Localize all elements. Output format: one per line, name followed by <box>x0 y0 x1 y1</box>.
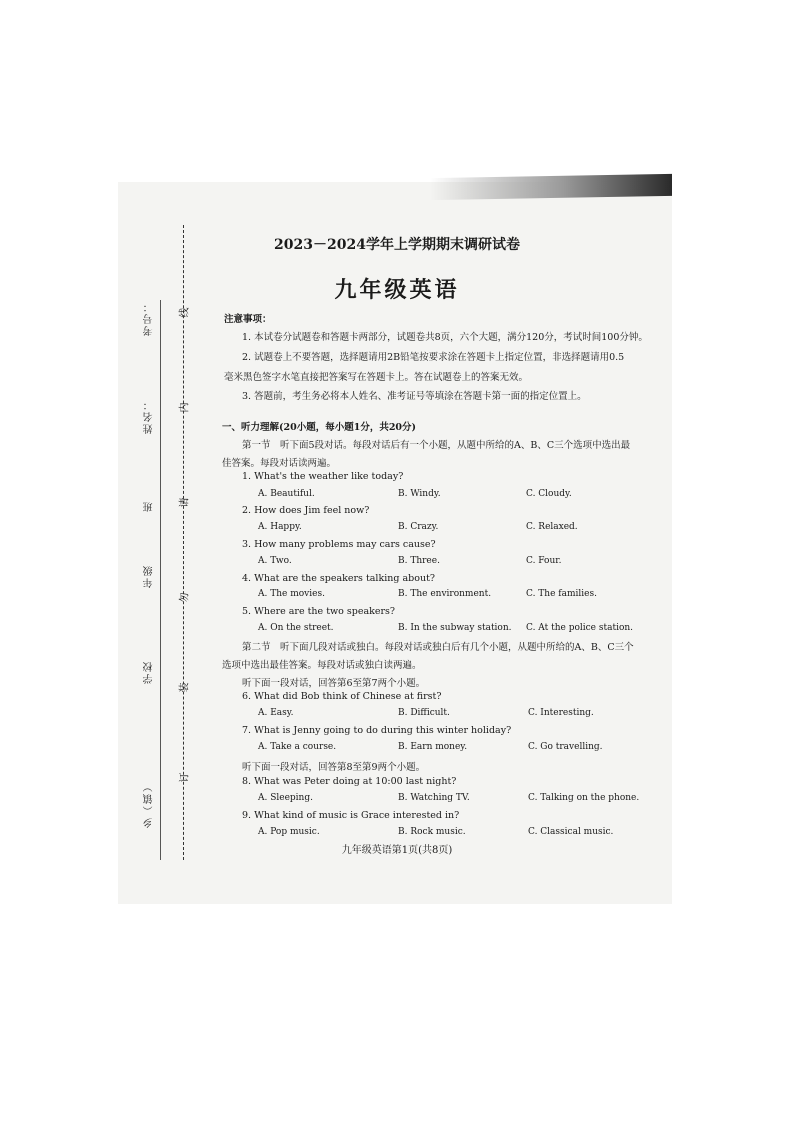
option-b: B. Windy. <box>398 489 441 499</box>
option-c: C. Cloudy. <box>526 489 572 499</box>
notice-item: 3. 答题前，考生务必将本人姓名、准考证号等填涂在答题卡第一面的指定位置上。 <box>242 391 587 402</box>
label-name: 姓名： <box>144 398 155 434</box>
seal-char: 装 <box>179 682 191 693</box>
option-a: A. Beautiful. <box>258 489 315 499</box>
seal-char: 订 <box>179 772 191 783</box>
question: 4. What are the speakers talking about? <box>242 573 435 584</box>
option-a: A. Two. <box>258 556 292 566</box>
part2-instruction: 第二节 听下面几段对话或独白。每段对话或独白后有几个小题，从题中所给的A、B、C三个 <box>242 642 634 653</box>
question: 2. How does Jim feel now? <box>242 505 370 516</box>
exam-subject: 九年级英语 <box>334 277 460 303</box>
option-b: B. Difficult. <box>398 708 450 718</box>
option-a: A. Happy. <box>258 522 302 532</box>
notice-item: 1. 本试卷分试题卷和答题卡两部分，试题卷共8页，六个大题，满分120分，考试时间100分钟。 <box>242 332 648 343</box>
label-township: 乡（镇） <box>144 780 155 828</box>
question: 7. What is Jenny going to do during this winter holiday? <box>242 725 512 736</box>
sub-instruction: 听下面一段对话，回答第6至第7两个小题。 <box>242 678 426 689</box>
option-c: C. Relaxed. <box>526 522 578 532</box>
notice-title: 注意事项： <box>224 314 272 325</box>
part2-instruction: 选项中选出最佳答案。每段对话或独白读两遍。 <box>222 660 422 671</box>
sub-instruction: 听下面一段对话，回答第8至第9两个小题。 <box>242 762 426 773</box>
option-c: C. At the police station. <box>526 623 634 633</box>
notice-item: 2. 试题卷上不要答题，选择题请用2B铅笔按要求涂在答题卡上指定位置，非选择题请用0.5 <box>242 352 625 363</box>
notice-item: 毫米黑色签字水笔直接把答案写在答题卡上。答在试题卷上的答案无效。 <box>224 372 529 383</box>
seal-char: 勿 <box>179 592 191 603</box>
label-class: 班 <box>144 500 155 512</box>
option-c: C. Interesting. <box>528 708 594 718</box>
option-a: A. On the street. <box>258 623 334 633</box>
binding-solid-line <box>160 300 161 860</box>
section-title: 一、听力理解(20小题，每小题1分，共20分) <box>222 422 417 433</box>
question: 9. What kind of music is Grace interested in? <box>242 810 460 821</box>
option-b: B. Earn money. <box>398 742 468 752</box>
seal-char: 内 <box>179 402 191 413</box>
option-b: B. Watching TV. <box>398 793 470 803</box>
binding-dashed-line <box>183 225 184 860</box>
option-b: B. Rock music. <box>398 827 466 837</box>
option-c: C. The families. <box>526 589 597 599</box>
option-c: C. Go travelling. <box>528 742 603 752</box>
option-b: B. In the subway station. <box>398 623 512 633</box>
option-a: A. The movies. <box>258 589 325 599</box>
question: 3. How many problems may cars cause? <box>242 539 436 550</box>
part1-instruction: 佳答案。每段对话读两遍。 <box>222 458 337 469</box>
seal-char: 线 <box>179 307 191 318</box>
seal-char: 请 <box>179 497 191 508</box>
question: 8. What was Peter doing at 10:00 last night? <box>242 776 457 787</box>
question: 5. Where are the two speakers? <box>242 606 396 617</box>
option-a: A. Easy. <box>258 708 294 718</box>
option-c: C. Four. <box>526 556 562 566</box>
question: 1. What's the weather like today? <box>242 471 404 482</box>
page-footer: 九年级英语第1页(共8页) <box>341 845 453 856</box>
label-exam-number: 考号： <box>144 300 155 336</box>
part1-instruction: 第一节 听下面5段对话。每段对话后有一个小题，从题中所给的A、B、C三个选项中选出最 <box>242 440 631 451</box>
option-a: A. Pop music. <box>258 827 320 837</box>
label-school: 学校 <box>144 660 155 684</box>
option-b: B. Crazy. <box>398 522 439 532</box>
option-c: C. Classical music. <box>528 827 614 837</box>
exam-title: 2023－2024学年上学期期末调研试卷 <box>274 237 520 253</box>
question: 6. What did Bob think of Chinese at first? <box>242 691 442 702</box>
option-a: A. Take a course. <box>258 742 337 752</box>
option-c: C. Talking on the phone. <box>528 793 640 803</box>
option-b: B. Three. <box>398 556 440 566</box>
option-b: B. The environment. <box>398 589 492 599</box>
label-grade: 年级 <box>144 564 155 588</box>
option-a: A. Sleeping. <box>258 793 313 803</box>
scan-shadow-edge <box>430 174 672 200</box>
